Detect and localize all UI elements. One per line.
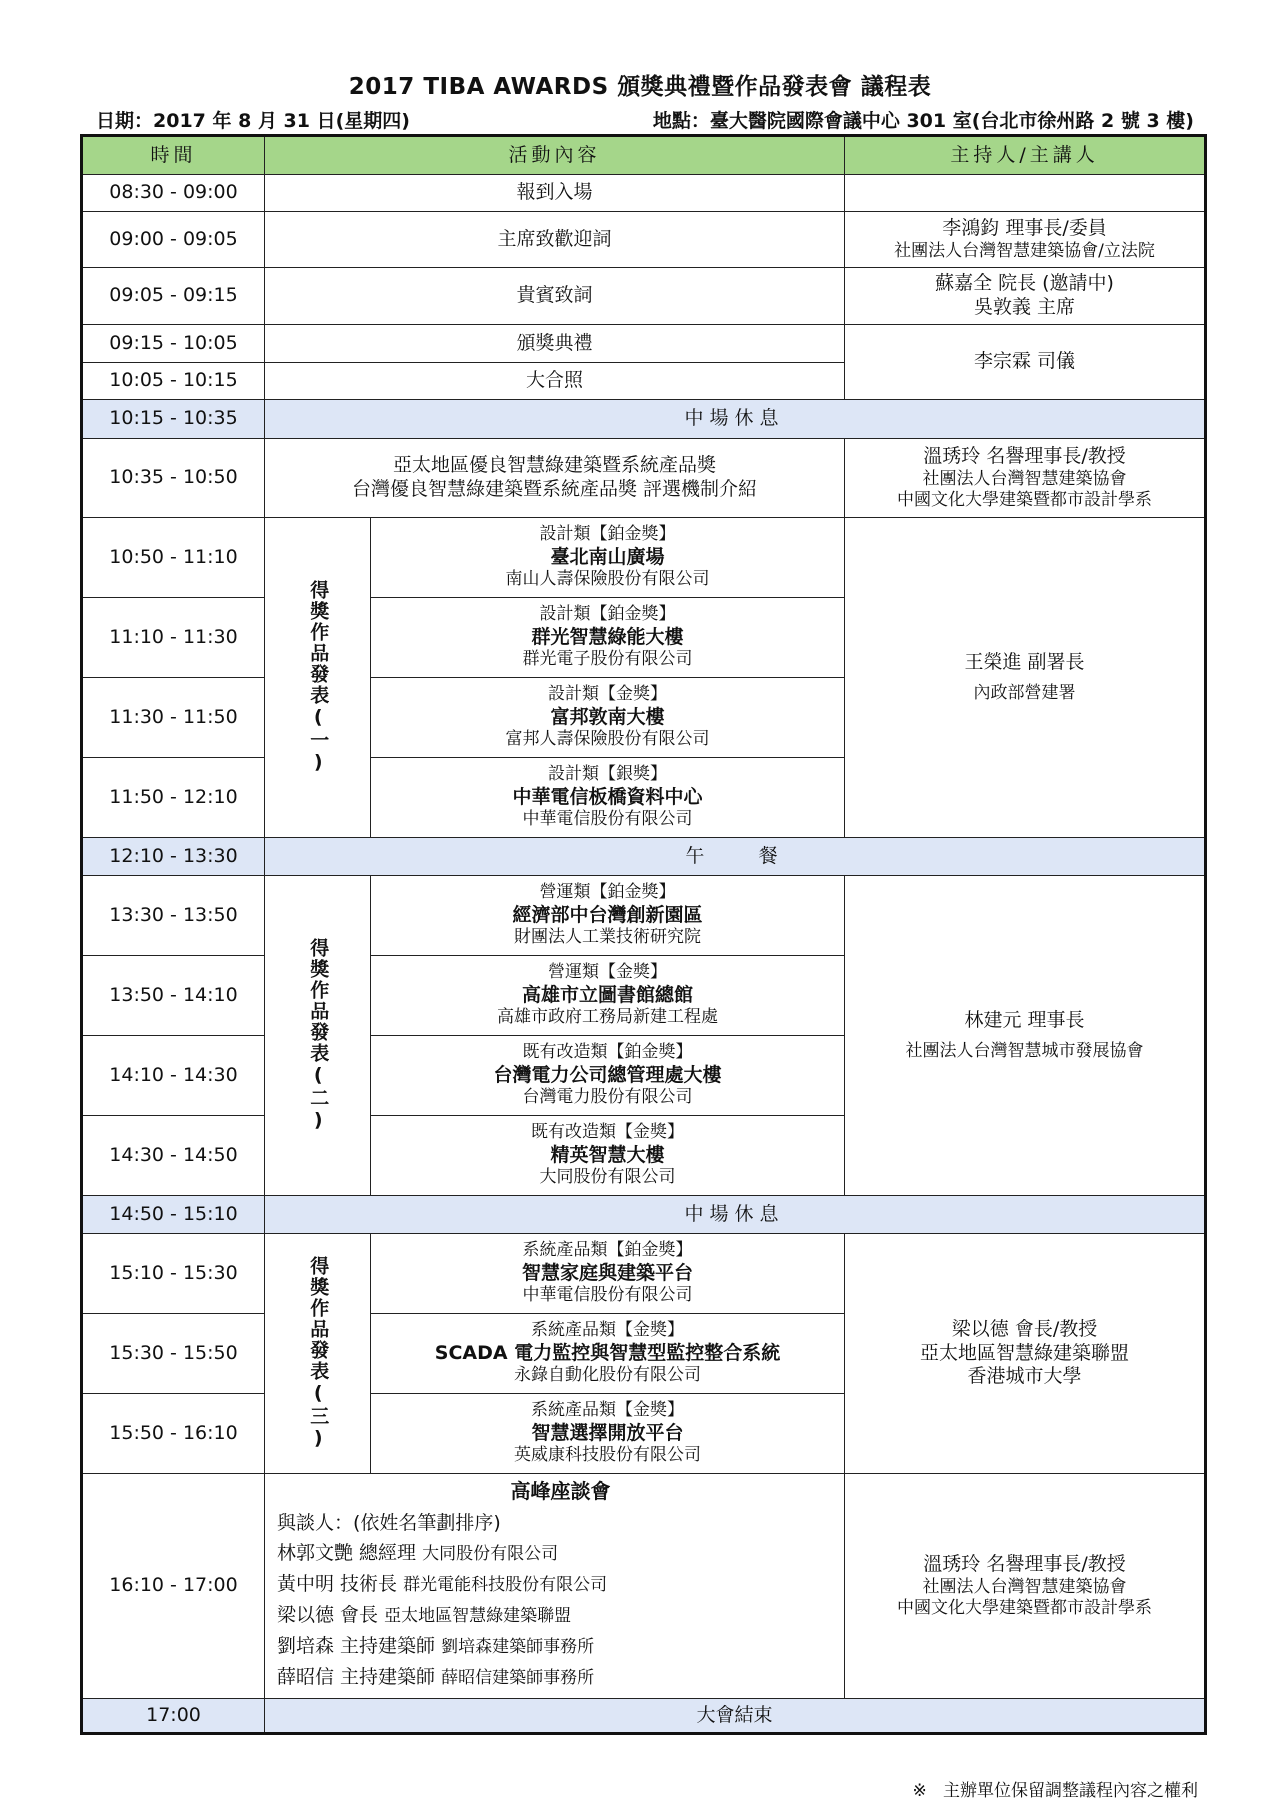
award-cell — [371, 1234, 845, 1314]
award-company: 中華電信股份有限公司 — [522, 809, 693, 830]
section-label: 得獎作品發表(二) — [307, 938, 330, 1133]
award-row — [82, 518, 1206, 598]
footnote: ※ 主辦單位保留調整議程內容之權利 — [912, 1781, 1198, 1801]
time-cell: 09:05 - 09:15 — [82, 268, 265, 325]
time-cell: 14:50 - 15:10 — [82, 1196, 265, 1234]
award-company: 高雄市政府工務局新建工程處 — [497, 1007, 718, 1028]
award-category: 系統產品類【金獎】 — [531, 1320, 684, 1341]
closing-label: 大會結束 — [265, 1699, 1206, 1734]
award-category: 系統產品類【金獎】 — [531, 1400, 684, 1421]
host-name: 蘇嘉全 院長 (邀請中) — [935, 272, 1114, 295]
table-row — [82, 439, 1206, 518]
award-name: 富邦敦南大樓 — [550, 705, 665, 728]
host-name: 吳敦義 主席 — [973, 296, 1076, 318]
award-name: 精英智慧大樓 — [550, 1143, 665, 1166]
time-cell: 10:05 - 10:15 — [82, 363, 265, 400]
award-category: 營運類【金獎】 — [548, 962, 667, 983]
award-cell — [371, 678, 845, 758]
award-company: 南山人壽保險股份有限公司 — [505, 569, 710, 590]
host-cell — [845, 325, 1206, 400]
host-org: 中國文化大學建築暨都市設計學系 — [897, 1597, 1153, 1618]
award-row — [82, 876, 1206, 956]
award-cell — [371, 1116, 845, 1196]
host-org: 社團法人台灣智慧建築協會/立法院 — [894, 240, 1155, 261]
time-cell: 14:30 - 14:50 — [82, 1116, 265, 1196]
host-org: 社團法人台灣智慧建築協會 — [922, 468, 1127, 489]
award-cell — [371, 1036, 845, 1116]
panelist-name: 黃中明 技術長 — [277, 1573, 398, 1595]
time-cell: 10:50 - 11:10 — [82, 518, 265, 598]
break-label: 中場休息 — [265, 1196, 1206, 1234]
panelist — [277, 1600, 844, 1631]
time-cell: 15:50 - 16:10 — [82, 1394, 265, 1474]
host-org: 香港城市大學 — [967, 1365, 1082, 1388]
host-cell — [845, 518, 1206, 838]
break-row — [82, 1196, 1206, 1234]
panelist — [277, 1631, 844, 1662]
award-name: 高雄市立圖書館總館 — [522, 983, 694, 1006]
host-name: 梁以德 會長/教授 — [951, 1317, 1098, 1340]
time-cell: 09:00 - 09:05 — [82, 212, 265, 268]
time-cell: 10:15 - 10:35 — [82, 400, 265, 439]
activity-cell: 報到入場 — [265, 175, 845, 212]
table-row — [82, 325, 1206, 363]
host-org: 社團法人台灣智慧建築協會 — [922, 1576, 1127, 1597]
table-row — [82, 212, 1206, 268]
table-row — [82, 175, 1206, 212]
host-cell — [845, 268, 1206, 325]
host-org: 亞太地區智慧綠建築聯盟 — [920, 1341, 1130, 1364]
time-cell: 17:00 — [82, 1699, 265, 1734]
activity-cell — [265, 439, 845, 518]
host-cell — [845, 1234, 1206, 1474]
section-label-cell — [265, 518, 371, 838]
panelist-org: 薛昭信建築師事務所 — [441, 1668, 595, 1688]
panelist — [277, 1538, 844, 1569]
forum-title: 高峰座談會 — [510, 1479, 611, 1503]
time-cell: 10:35 - 10:50 — [82, 439, 265, 518]
activity-cell: 大合照 — [265, 363, 845, 400]
award-name: 群光智慧綠能大樓 — [531, 625, 684, 648]
host-cell — [845, 175, 1206, 212]
time-cell: 13:50 - 14:10 — [82, 956, 265, 1036]
section-label-cell — [265, 876, 371, 1196]
award-company: 英威康科技股份有限公司 — [514, 1445, 701, 1466]
host-name: 李宗霖 司儀 — [973, 350, 1076, 373]
host-name: 溫琇玲 名譽理事長/教授 — [923, 1552, 1126, 1575]
host-name: 溫琇玲 名譽理事長/教授 — [923, 444, 1126, 467]
section-label-cell — [265, 1234, 371, 1474]
time-cell: 09:15 - 10:05 — [82, 325, 265, 363]
event-location: 地點：臺大醫院國際會議中心 301 室(台北市徐州路 2 號 3 樓) — [652, 110, 1194, 132]
header-activity: 活動內容 — [265, 136, 845, 175]
panelist-org: 亞太地區智慧綠建築聯盟 — [384, 1606, 572, 1626]
host-name: 王榮進 副署長 — [964, 651, 1085, 673]
award-cell — [371, 518, 845, 598]
forum-intro: 與談人：(依姓名筆劃排序) — [277, 1512, 501, 1534]
break-label: 中場休息 — [265, 400, 1206, 439]
award-name: 智慧選擇開放平台 — [531, 1421, 684, 1444]
award-category: 既有改造類【金獎】 — [531, 1122, 684, 1143]
award-company: 大同股份有限公司 — [539, 1167, 676, 1188]
award-name: 台灣電力公司總管理處大樓 — [493, 1063, 722, 1086]
award-company: 台灣電力股份有限公司 — [522, 1087, 693, 1108]
award-cell — [371, 876, 845, 956]
award-cell — [371, 956, 845, 1036]
award-row — [82, 1234, 1206, 1314]
time-cell: 11:10 - 11:30 — [82, 598, 265, 678]
break-label: 午 餐 — [265, 838, 1206, 876]
activity-cell: 主席致歡迎詞 — [265, 212, 845, 268]
host-org: 內政部營建署 — [973, 682, 1076, 703]
header-time: 時間 — [82, 136, 265, 175]
award-company: 富邦人壽保險股份有限公司 — [505, 729, 710, 750]
host-org: 社團法人台灣智慧城市發展協會 — [905, 1040, 1144, 1061]
award-cell — [371, 1314, 845, 1394]
panelist — [277, 1569, 844, 1600]
host-cell — [845, 439, 1206, 518]
host-cell — [845, 212, 1206, 268]
award-category: 設計類【金獎】 — [548, 684, 667, 705]
award-category: 設計類【鉑金獎】 — [539, 524, 676, 545]
section-label: 得獎作品發表(三) — [307, 1256, 330, 1451]
time-cell: 08:30 - 09:00 — [82, 175, 265, 212]
host-cell — [845, 1474, 1206, 1699]
panelist-name: 薛昭信 主持建築師 — [277, 1666, 436, 1688]
host-name: 林建元 理事長 — [964, 1009, 1085, 1031]
award-name: 智慧家庭與建築平台 — [522, 1261, 694, 1284]
time-cell: 16:10 - 17:00 — [82, 1474, 265, 1699]
time-cell: 15:10 - 15:30 — [82, 1234, 265, 1314]
event-date: 日期：2017 年 8 月 31 日(星期四) — [96, 110, 410, 132]
award-company: 財團法人工業技術研究院 — [514, 927, 701, 948]
host-org: 中國文化大學建築暨都市設計學系 — [897, 489, 1153, 510]
award-category: 設計類【鉑金獎】 — [539, 604, 676, 625]
award-name: 中華電信板橋資料中心 — [512, 785, 703, 808]
time-cell: 15:30 - 15:50 — [82, 1314, 265, 1394]
award-category: 系統產品類【鉑金獎】 — [522, 1240, 693, 1261]
time-cell: 13:30 - 13:50 — [82, 876, 265, 956]
table-row — [82, 268, 1206, 325]
award-cell — [371, 1394, 845, 1474]
agenda-table — [80, 134, 1207, 1735]
award-company: 中華電信股份有限公司 — [522, 1285, 693, 1306]
panelist-org: 大同股份有限公司 — [422, 1544, 559, 1564]
award-company: 永錄自動化股份有限公司 — [514, 1365, 701, 1386]
activity-line: 亞太地區優良智慧綠建築暨系統產品獎 — [393, 454, 717, 477]
break-row — [82, 400, 1206, 439]
activity-line: 台灣優良智慧綠建築暨系統產品獎 評選機制介紹 — [351, 478, 758, 500]
table-header-row — [82, 136, 1206, 175]
header-host: 主持人/主講人 — [845, 136, 1206, 175]
award-name: 臺北南山廣場 — [550, 545, 665, 568]
page-title: 2017 TIBA AWARDS 頒獎典禮暨作品發表會 議程表 — [348, 74, 932, 100]
award-category: 既有改造類【鉑金獎】 — [522, 1042, 693, 1063]
panelist-name: 林郭文艷 總經理 — [277, 1542, 417, 1564]
time-cell: 12:10 - 13:30 — [82, 838, 265, 876]
panelist-org: 劉培森建築師事務所 — [441, 1637, 595, 1657]
time-cell: 14:10 - 14:30 — [82, 1036, 265, 1116]
panelist-org: 群光電能科技股份有限公司 — [403, 1575, 608, 1595]
time-cell: 11:50 - 12:10 — [82, 758, 265, 838]
award-cell — [371, 758, 845, 838]
activity-cell: 頒獎典禮 — [265, 325, 845, 363]
forum-row — [82, 1474, 1206, 1699]
host-cell — [845, 876, 1206, 1196]
award-name: SCADA 電力監控與智慧型監控整合系統 — [434, 1341, 781, 1364]
activity-cell: 貴賓致詞 — [265, 268, 845, 325]
panelist-name: 梁以德 會長 — [277, 1604, 379, 1626]
host-name: 李鴻鈞 理事長/委員 — [942, 217, 1107, 239]
section-label: 得獎作品發表(一) — [307, 580, 330, 775]
panelist — [277, 1662, 844, 1693]
award-category: 營運類【鉑金獎】 — [539, 882, 676, 903]
closing-row — [82, 1699, 1206, 1734]
award-name: 經濟部中台灣創新園區 — [512, 903, 703, 926]
award-category: 設計類【銀獎】 — [548, 764, 667, 785]
time-cell: 11:30 - 11:50 — [82, 678, 265, 758]
award-cell — [371, 598, 845, 678]
forum-cell — [265, 1474, 845, 1699]
award-company: 群光電子股份有限公司 — [522, 649, 693, 670]
panelist-name: 劉培森 主持建築師 — [277, 1635, 436, 1657]
break-row — [82, 838, 1206, 876]
